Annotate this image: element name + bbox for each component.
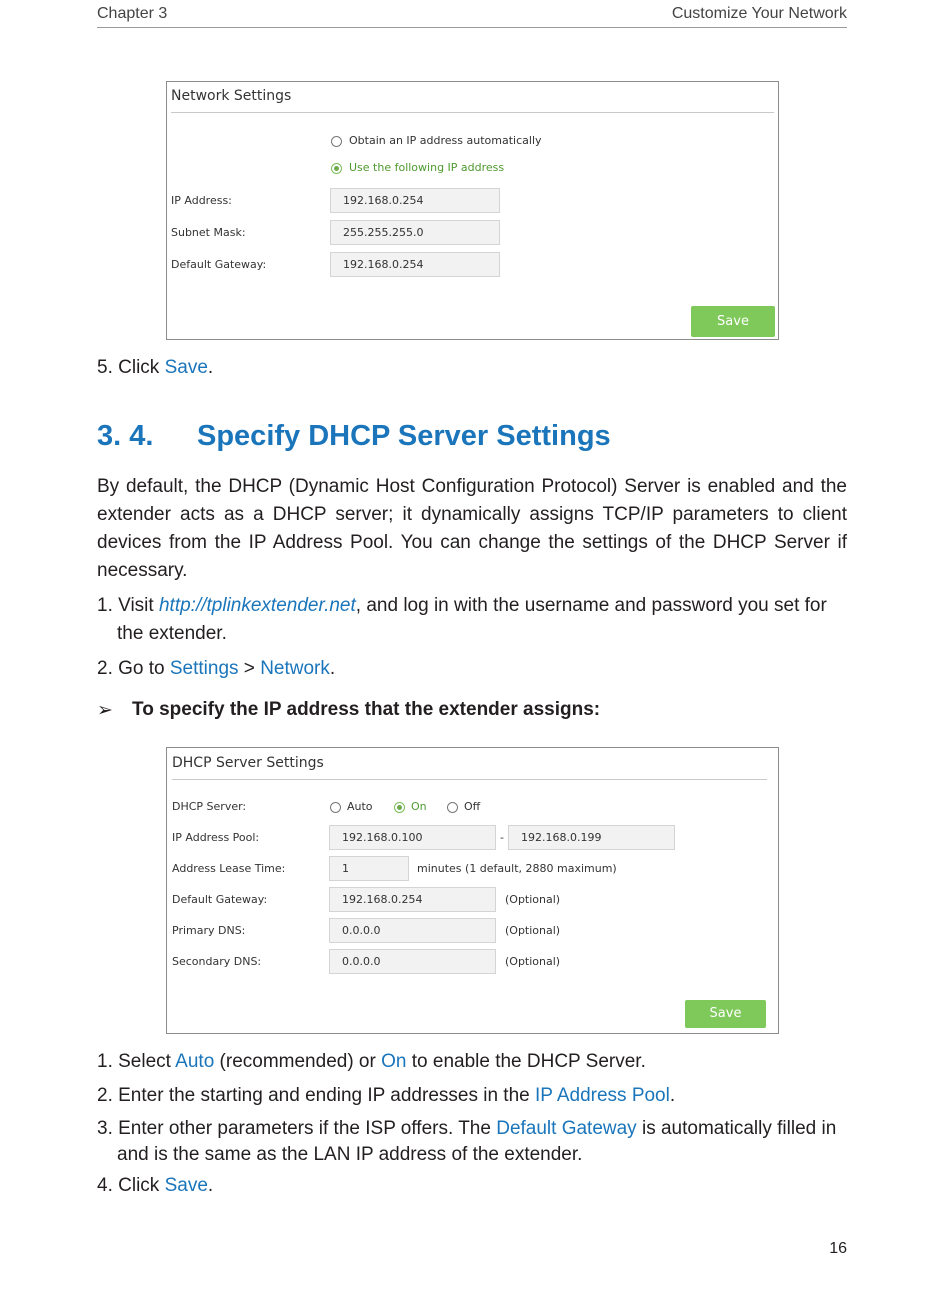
step-b-2-pool: IP Address Pool [535,1085,670,1106]
lease-time-label: Address Lease Time: [172,862,286,875]
ip-pool-label: IP Address Pool: [172,831,260,844]
step-b-3-cont: and is the same as the LAN IP address of the extender. [117,1144,583,1165]
bullet-heading: To specify the IP address that the extender assigns: [132,699,601,720]
step-a-1-prefix: 1. Visit [97,595,159,616]
gateway-optional-note: (Optional) [505,893,561,906]
step-b-3-mid: is automatically filled in [636,1118,837,1139]
step-b-3 [97,1116,847,1168]
step-b-4-save: Save [164,1175,208,1196]
dhcp-auto-radio[interactable] [330,802,341,813]
dhcp-gateway-input[interactable]: 192.168.0.254 [329,887,496,912]
secondary-dns-label: Secondary DNS: [172,955,262,968]
step-a-2 [97,656,847,682]
step-5 [97,355,847,381]
use-following-ip-label: Use the following IP address [349,161,505,174]
step-b-2 [97,1083,847,1109]
step-b-4 [97,1173,847,1199]
primary-dns-label: Primary DNS: [172,924,246,937]
step-b-4-prefix: 4. Click [97,1175,165,1196]
use-following-ip-radio[interactable] [331,163,342,174]
tplink-extender-link[interactable]: http://tplinkextender.net [158,595,356,616]
step-5-save: Save [164,357,208,378]
step-5-prefix: 5. Click [97,357,165,378]
step-a-2-network: Network [260,658,330,679]
step-b-3-gateway: Default Gateway [496,1118,637,1139]
network-settings-title: Network Settings [171,88,292,104]
step-b-1 [97,1049,847,1075]
step-a-2-settings: Settings [169,658,239,679]
step-b-1-on: On [381,1051,407,1072]
step-a-1 [97,593,847,647]
page-number: 16 [829,1240,847,1257]
intro-paragraph: By default, the DHCP (Dynamic Host Configuration Protocol) Server is enabled and the extender acts as a DHCP server; it dynamically assigns TCP/IP parameters to client devices from the IP Address Pool. You can change the settings of the DHCP Server if necessary. [97,476,847,581]
step-b-1-prefix: 1. Select [97,1051,176,1072]
step-b-4-suffix: . [207,1175,214,1196]
secondary-dns-input[interactable]: 0.0.0.0 [329,949,496,974]
dhcp-on-label: On [411,800,427,813]
ip-pool-end-input[interactable]: 192.168.0.199 [508,825,675,850]
lease-time-input[interactable]: 1 [329,856,409,881]
step-b-2-prefix: 2. Enter the starting and ending IP addresses in the [97,1085,535,1106]
dhcp-settings-panel [166,747,779,1034]
obtain-ip-label: Obtain an IP address automatically [349,134,542,147]
dhcp-auto-label: Auto [347,800,373,813]
step-5-suffix: . [207,357,214,378]
chapter-label: Chapter 3 [97,5,168,22]
step-b-1-mid: (recommended) or [214,1051,382,1072]
save-button[interactable]: Save [685,1000,766,1028]
step-a-1-cont: the extender. [117,623,227,644]
step-b-3-prefix: 3. Enter other parameters if the ISP offers. The [97,1118,497,1139]
dhcp-gateway-label: Default Gateway: [172,893,268,906]
obtain-ip-radio[interactable] [331,136,342,147]
header-divider [97,27,847,28]
secondary-dns-optional-note: (Optional) [505,955,561,968]
step-b-1-suffix: to enable the DHCP Server. [406,1051,646,1072]
section-label: Customize Your Network [671,5,847,22]
step-a-2-prefix: 2. Go to [97,658,170,679]
network-settings-panel [166,81,779,340]
subnet-mask-input[interactable]: 255.255.255.0 [330,220,500,245]
dhcp-off-radio[interactable] [447,802,458,813]
ip-pool-dash: - [500,831,504,844]
step-a-2-sep: > [238,658,261,679]
save-button[interactable]: Save [691,306,775,337]
ip-address-label: IP Address: [171,194,232,207]
section-title: Specify DHCP Server Settings [197,420,611,452]
ip-address-input[interactable]: 192.168.0.254 [330,188,500,213]
default-gateway-input[interactable]: 192.168.0.254 [330,252,500,277]
section-number: 3. 4. [97,420,154,452]
primary-dns-optional-note: (Optional) [505,924,561,937]
step-a-1-mid: , and log in with the username and password you set for [355,595,827,616]
panel-divider [172,779,767,780]
dhcp-settings-title: DHCP Server Settings [172,755,324,771]
dhcp-on-radio[interactable] [394,802,405,813]
step-b-2-suffix: . [669,1085,676,1106]
primary-dns-input[interactable]: 0.0.0.0 [329,918,496,943]
step-b-1-auto: Auto [175,1051,215,1072]
subnet-mask-label: Subnet Mask: [171,226,246,239]
ip-pool-start-input[interactable]: 192.168.0.100 [329,825,496,850]
default-gateway-label: Default Gateway: [171,258,267,271]
panel-divider [171,112,774,113]
step-a-2-suffix: . [329,658,336,679]
lease-time-hint: minutes (1 default, 2880 maximum) [417,862,617,875]
arrow-bullet-icon: ➢ [97,700,113,721]
dhcp-server-label: DHCP Server: [172,800,247,813]
dhcp-off-label: Off [464,800,481,813]
